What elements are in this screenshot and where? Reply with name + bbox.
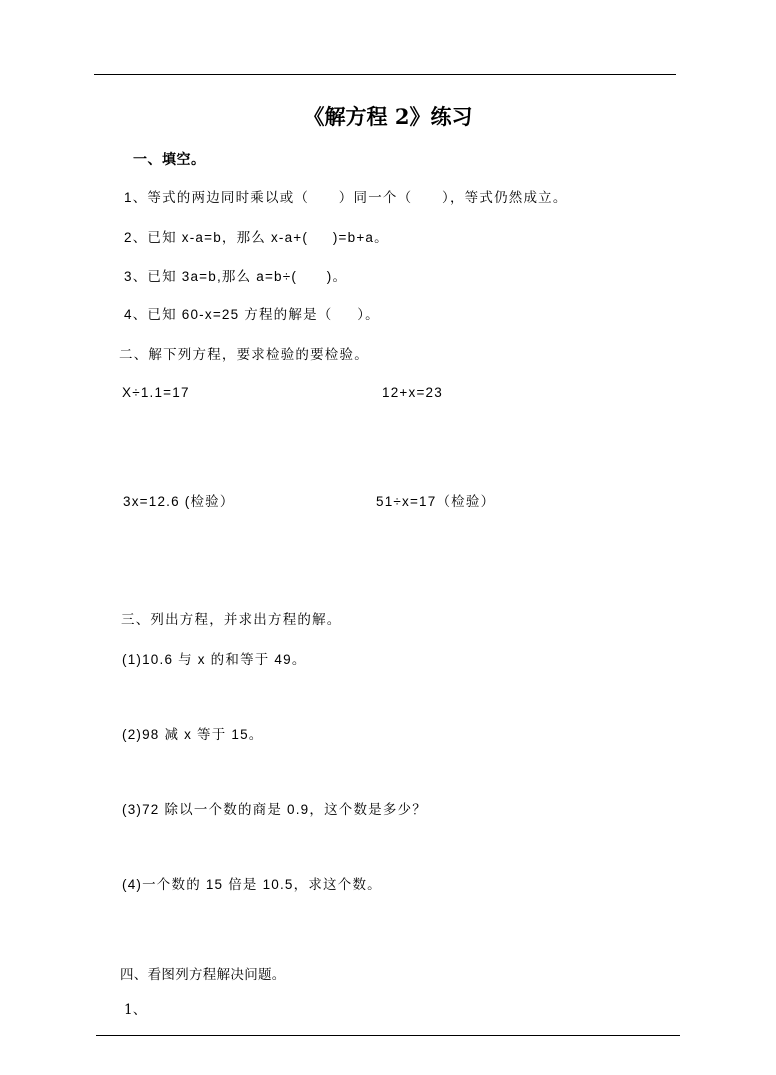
equation-1: X÷1.1=17 bbox=[122, 385, 190, 400]
word-problem-2: (2)98 减 x 等于 15。 bbox=[122, 727, 264, 742]
fill-blank-item-4: 4、已知 60-x=25 方程的解是（ ）。 bbox=[124, 307, 380, 322]
header-rule bbox=[94, 74, 676, 75]
section-1-heading: 一、填空。 bbox=[133, 151, 206, 167]
word-problem-1: (1)10.6 与 x 的和等于 49。 bbox=[122, 652, 307, 667]
section-3-heading: 三、列出方程，并求出方程的解。 bbox=[121, 612, 342, 627]
word-problem-4: (4)一个数的 15 倍是 10.5，求这个数。 bbox=[122, 877, 382, 892]
footer-rule bbox=[96, 1035, 680, 1036]
fill-blank-item-3: 3、已知 3a=b,那么 a=b÷( )。 bbox=[124, 269, 348, 284]
word-problem-3: (3)72 除以一个数的商是 0.9，这个数是多少？ bbox=[122, 802, 427, 817]
equation-2: 12+x=23 bbox=[382, 385, 443, 400]
section-2-heading: 二、解下列方程，要求检验的要检验。 bbox=[119, 347, 369, 362]
page-title: 《解方程 2》练习 bbox=[303, 104, 473, 129]
equation-3: 3x=12.6 (检验） bbox=[123, 494, 235, 509]
equation-4: 51÷x=17（检验） bbox=[376, 494, 496, 509]
fill-blank-item-1: 1、等式的两边同时乘以或（ ）同一个（ ），等式仍然成立。 bbox=[124, 190, 568, 205]
fill-blank-item-2: 2、已知 x-a=b，那么 x-a+( )=b+a。 bbox=[124, 230, 389, 245]
picture-problem-1: 1、 bbox=[124, 1002, 147, 1018]
section-4-heading: 四、看图列方程解决问题。 bbox=[120, 967, 286, 983]
